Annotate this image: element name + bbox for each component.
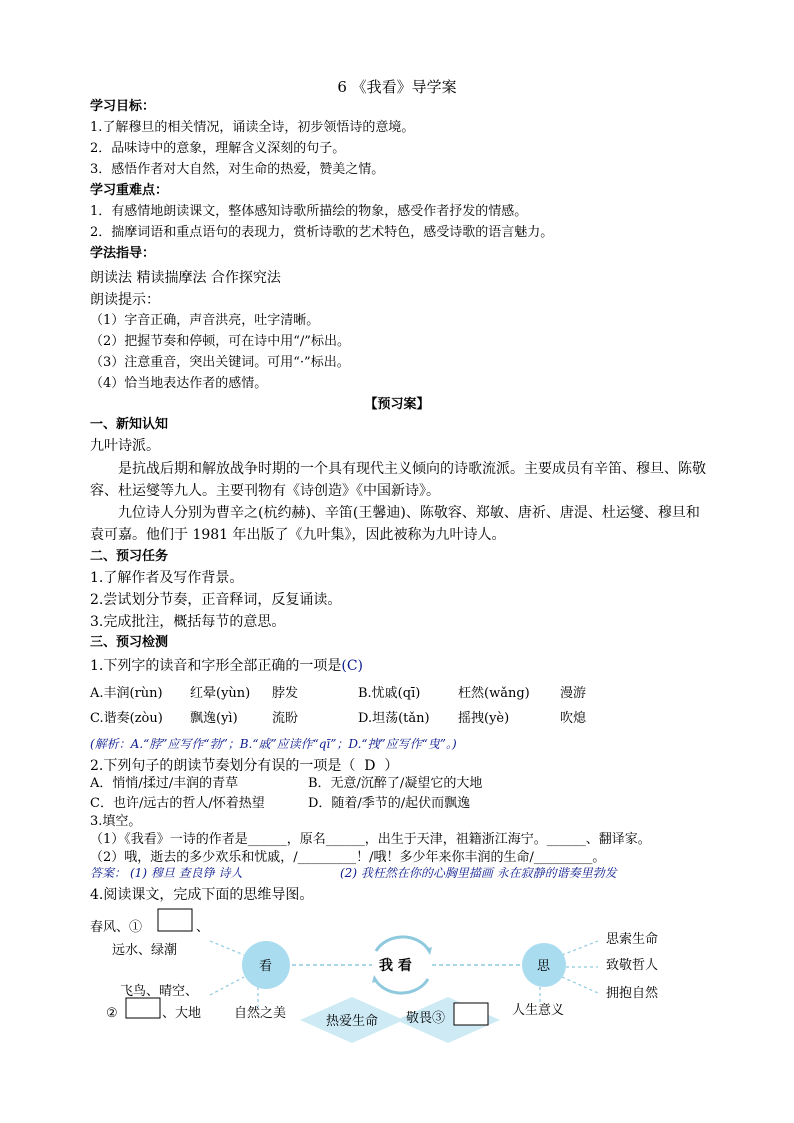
option: D．随着/季节的/起伏而飘逸 xyxy=(308,796,471,811)
paragraph-line: 容、杜运燮等九人。主要刊物有《诗创造》《中国新诗》。 xyxy=(90,483,440,499)
cycle-arrow xyxy=(376,979,428,993)
answer-box xyxy=(158,909,192,931)
option: 吹熄 xyxy=(560,711,587,726)
answer-box xyxy=(454,1003,488,1025)
paragraph-line: 袁可嘉。他们于 1981 年出版了《九叶集》，因此被称为九叶诗人。 xyxy=(90,527,506,543)
map-label: 思索生命 xyxy=(606,932,659,947)
connector-line xyxy=(562,941,598,955)
option: 枉然(wǎng) xyxy=(458,686,530,701)
key-item: 1．有感情地朗读课文，整体感知诗歌所描绘的物象，感受作者抒发的情感。 xyxy=(90,204,528,219)
section-heading: 二、预习任务 xyxy=(90,549,169,564)
section-heading: 三、预习检测 xyxy=(90,635,169,650)
question-1 xyxy=(90,657,363,675)
connector-line xyxy=(210,941,244,955)
option: C．也许/远古的哲人/怀着热望 xyxy=(90,796,265,811)
option: D.坦荡(tǎn) xyxy=(358,711,430,726)
fill-line: （1）《我看》一诗的作者是______，原名______，出生于天津，祖籍浙江海宁。______、翻译家。 xyxy=(90,832,651,847)
question-3: 3.填空。 xyxy=(90,814,142,829)
answer-text: (C) xyxy=(341,658,363,674)
page-title: 6 《我看》导学案 xyxy=(337,78,457,96)
tip-item: （1）字音正确，声音洪亮，吐字清晰。 xyxy=(90,313,320,328)
cycle-arrow xyxy=(376,937,428,951)
option: B.忧戚(qī) xyxy=(358,686,421,701)
option: A.丰润(rùn) xyxy=(90,686,163,701)
task-item: 1.了解作者及写作背景。 xyxy=(90,570,244,586)
tip-item: （4）恰当地表达作者的感情。 xyxy=(90,376,268,391)
option: 红晕(yùn) xyxy=(190,686,251,701)
answer-label: 答案： xyxy=(90,866,127,880)
map-label: 、 xyxy=(196,920,210,935)
map-label: 、大地 xyxy=(162,1006,202,1021)
goals-heading: 学习目标： xyxy=(90,99,156,114)
tips-heading: 朗读提示： xyxy=(90,292,160,308)
tip-item: （3）注意重音，突出关键词。可用“·”标出。 xyxy=(90,355,350,370)
option: C.谐奏(zòu) xyxy=(90,711,163,726)
option: A．悄悄/揉过/丰润的青草 xyxy=(90,776,239,791)
option: 流盼 xyxy=(272,711,299,726)
question-4: 4.阅读课文，完成下面的思维导图。 xyxy=(90,887,314,903)
paragraph-line: 是抗战后期和解放战争时期的一个具有现代主义倾向的诗歌流派。主要成员有辛笛、穆旦、陈敬 xyxy=(118,461,706,477)
keys-heading: 学习重难点： xyxy=(90,183,169,198)
map-label: ② xyxy=(106,1006,118,1021)
paragraph-line: 九位诗人分别为曹辛之(杭约赫)、辛笛(王馨迪)、陈敬容、郑敏、唐祈、唐湜、杜运燮、穆旦和 xyxy=(118,505,700,521)
method-heading: 学法指导： xyxy=(90,246,156,261)
task-item: 2.尝试划分节奏，正音释词，反复诵读。 xyxy=(90,592,342,608)
map-label: 拥抱自然 xyxy=(606,986,659,1001)
section-subheading: 九叶诗派。 xyxy=(90,438,160,454)
kan-label: 看 xyxy=(259,959,273,974)
si-label: 思 xyxy=(537,959,551,974)
preview-heading: 【预习案】 xyxy=(364,397,430,412)
map-label: 飞鸟、晴空、 xyxy=(120,984,199,999)
question-stem: 2.下列句子的朗读节奏划分有误的一项是（ xyxy=(90,758,356,774)
method-line: 朗读法 精读揣摩法 合作探究法 xyxy=(90,270,281,286)
goal-item: 2．品味诗中的意象，理解含义深刻的句子。 xyxy=(90,141,346,156)
answer-text: (1) 穆旦 查良铮 诗人 xyxy=(130,866,243,880)
goal-item: 1.了解穆旦的相关情况，诵读全诗，初步领悟诗的意境。 xyxy=(90,120,415,135)
connector-line xyxy=(210,977,244,995)
fill-line: （2）哦，逝去的多少欢乐和忧戚，/_________！/哦！多少年来你丰润的生命/_________。 xyxy=(90,850,606,865)
map-label: 人生意义 xyxy=(512,1003,565,1018)
map-label: 热爱生命 xyxy=(326,1014,379,1029)
connector-line xyxy=(562,977,598,993)
analysis-text: (解析：A.“脖”应写作“勃”；B.“戚”应读作“qī”；D.“拽”应写作“曳”。) xyxy=(90,737,457,751)
answer-text: (2) 我枉然在你的心胸里描画 永在寂静的谐奏里勃发 xyxy=(340,866,617,880)
map-label: 春风、① xyxy=(90,920,143,935)
option: 脖发 xyxy=(272,686,299,701)
answer-box xyxy=(126,998,160,1018)
map-label: 远水、绿潮 xyxy=(112,943,178,958)
center-label: 我 看 xyxy=(379,958,412,974)
map-label: 敬畏③ xyxy=(406,1011,446,1026)
tip-item: （2）把握节奏和停顿，可在诗中用“/”标出。 xyxy=(90,334,350,349)
option: 漫游 xyxy=(560,686,587,701)
goal-item: 3．感悟作者对大自然，对生命的热爱，赞美之情。 xyxy=(90,162,385,177)
question-2 xyxy=(90,757,398,775)
question-close: ） xyxy=(384,758,399,774)
map-label: 自然之美 xyxy=(234,1006,287,1021)
answer-text: D xyxy=(364,758,376,774)
option: 飘逸(yì) xyxy=(190,711,238,726)
map-label: 致敬哲人 xyxy=(606,958,659,973)
option: 摇拽(yè) xyxy=(458,711,510,726)
key-item: 2．揣摩词语和重点语句的表现力，赏析诗歌的艺术特色，感受诗歌的语言魅力。 xyxy=(90,225,554,240)
question-stem: 1.下列字的读音和字形全部正确的一项是 xyxy=(90,658,342,674)
option: B．无意/沉醉了/凝望它的大地 xyxy=(308,776,483,791)
task-item: 3.完成批注，概括每节的意思。 xyxy=(90,614,286,630)
section-heading: 一、新知认知 xyxy=(90,417,169,432)
mind-map xyxy=(0,905,794,1045)
